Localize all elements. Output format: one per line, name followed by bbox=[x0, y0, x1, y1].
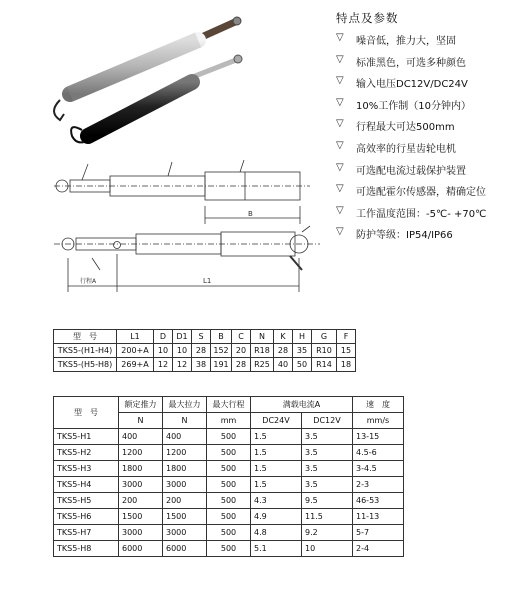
feature-item bbox=[336, 183, 486, 205]
table-row bbox=[54, 429, 404, 445]
table-cell: R18 bbox=[251, 344, 274, 358]
table-row bbox=[54, 493, 404, 509]
table-row bbox=[54, 445, 404, 461]
feature-text: 行程最大可达500mm bbox=[356, 122, 455, 134]
table-cell: 3.5 bbox=[302, 429, 353, 445]
table-row bbox=[54, 541, 404, 557]
header-max-stroke: 最大行程 bbox=[207, 397, 251, 413]
table-cell: TKS5-H5 bbox=[54, 493, 119, 509]
feature-text: 噪音低，推力大，坚固 bbox=[356, 36, 456, 47]
table-cell: 500 bbox=[207, 525, 251, 541]
table-cell: 3.5 bbox=[302, 445, 353, 461]
table-cell: 35 bbox=[293, 344, 312, 358]
dimension-header-cell: S bbox=[192, 330, 211, 344]
table-cell: 3-4.5 bbox=[353, 461, 404, 477]
table-cell: 20 bbox=[232, 344, 251, 358]
table-cell: 1.5 bbox=[251, 429, 302, 445]
table-cell: 1800 bbox=[163, 461, 207, 477]
table-cell: 5.1 bbox=[251, 541, 302, 557]
feature-text: 工作温度范围：-5℃- +70℃ bbox=[356, 208, 487, 220]
table-cell: 1.5 bbox=[251, 477, 302, 493]
table-cell: 4.3 bbox=[251, 493, 302, 509]
dimension-header-cell: 型 号 bbox=[54, 330, 117, 344]
triangle-bullet-icon: ▽ bbox=[336, 32, 344, 43]
dimension-header-cell: F bbox=[337, 330, 356, 344]
feature-item bbox=[336, 226, 486, 248]
table-cell: 4.5-6 bbox=[353, 445, 404, 461]
table-row bbox=[54, 509, 404, 525]
product-photo bbox=[40, 12, 255, 147]
table-cell: 10 bbox=[302, 541, 353, 557]
table-cell: 1.5 bbox=[251, 461, 302, 477]
table-cell: 18 bbox=[337, 358, 356, 372]
dimension-table-header bbox=[54, 330, 356, 344]
header-unit-n2: N bbox=[163, 413, 207, 429]
table-cell: 1500 bbox=[119, 509, 163, 525]
feature-text: 防护等级：IP54/IP66 bbox=[356, 230, 453, 242]
feature-text: 输入电压DC12V/DC24V bbox=[356, 79, 468, 91]
dimension-header-cell: G bbox=[312, 330, 337, 344]
table-cell: 500 bbox=[207, 429, 251, 445]
table-row bbox=[54, 461, 404, 477]
table-cell: 15 bbox=[337, 344, 356, 358]
features-title: 特点及参数 bbox=[336, 11, 399, 25]
performance-header-row-1 bbox=[54, 397, 404, 413]
feature-text: 可选配霍尔传感器，精确定位 bbox=[356, 187, 486, 199]
feature-list bbox=[336, 32, 486, 248]
table-cell: TKS5-H4 bbox=[54, 477, 119, 493]
table-cell: 6000 bbox=[119, 541, 163, 557]
triangle-bullet-icon: ▽ bbox=[336, 139, 344, 151]
table-cell: 5-7 bbox=[353, 525, 404, 541]
header-dc12: DC12V bbox=[302, 413, 353, 429]
table-cell: 10 bbox=[154, 344, 173, 358]
table-cell: 1500 bbox=[163, 509, 207, 525]
table-cell: 1800 bbox=[119, 461, 163, 477]
table-cell: 1200 bbox=[119, 445, 163, 461]
table-cell: 1200 bbox=[163, 445, 207, 461]
header-speed: 速 度 bbox=[353, 397, 404, 413]
table-cell: TKS5-H3 bbox=[54, 461, 119, 477]
header-model: 型 号 bbox=[54, 397, 119, 429]
dimension-header-cell: L1 bbox=[117, 330, 154, 344]
table-cell: R25 bbox=[251, 358, 274, 372]
table-cell: TKS5-H8 bbox=[54, 541, 119, 557]
triangle-bullet-icon: ▽ bbox=[336, 161, 344, 173]
table-cell: 38 bbox=[192, 358, 211, 372]
table-cell: R10 bbox=[312, 344, 337, 358]
table-cell: 9.2 bbox=[302, 525, 353, 541]
table-cell: 2-3 bbox=[353, 477, 404, 493]
table-cell: 500 bbox=[207, 493, 251, 509]
table-cell: 500 bbox=[207, 445, 251, 461]
table-cell: 3000 bbox=[163, 477, 207, 493]
dim-l1-label: L1 bbox=[203, 277, 212, 285]
header-unit-n1: N bbox=[119, 413, 163, 429]
table-cell: 1.5 bbox=[251, 445, 302, 461]
table-row bbox=[54, 344, 356, 358]
black-actuator bbox=[71, 55, 242, 142]
triangle-bullet-icon: ▽ bbox=[336, 183, 344, 195]
table-cell: 200 bbox=[163, 493, 207, 509]
table-row bbox=[54, 358, 356, 372]
triangle-bullet-icon: ▽ bbox=[336, 96, 344, 108]
dimension-header-cell: K bbox=[274, 330, 293, 344]
table-cell: 46-53 bbox=[353, 493, 404, 509]
feature-text: 标准黑色，可选多种颜色 bbox=[356, 57, 466, 69]
triangle-bullet-icon: ▽ bbox=[336, 118, 344, 130]
feature-item bbox=[336, 140, 486, 162]
dimension-table bbox=[53, 329, 356, 372]
table-cell: 200 bbox=[119, 493, 163, 509]
table-cell: TKS5-H1 bbox=[54, 429, 119, 445]
dim-stroke-label: 行程A bbox=[80, 278, 97, 285]
header-dc24: DC24V bbox=[251, 413, 302, 429]
feature-text: 高效率的行星齿轮电机 bbox=[356, 143, 456, 155]
feature-item bbox=[336, 205, 486, 227]
table-cell: 400 bbox=[119, 429, 163, 445]
feature-item bbox=[336, 162, 486, 184]
table-cell: 3.5 bbox=[302, 477, 353, 493]
triangle-bullet-icon: ▽ bbox=[336, 226, 344, 238]
triangle-bullet-icon: ▽ bbox=[336, 204, 344, 216]
feature-text: 10%工作制（10分钟内） bbox=[356, 100, 471, 112]
feature-item bbox=[336, 97, 486, 119]
table-cell: TKS5-H7 bbox=[54, 525, 119, 541]
dimension-header-cell: N bbox=[251, 330, 274, 344]
header-max-pull: 最大拉力 bbox=[163, 397, 207, 413]
table-cell: 2-4 bbox=[353, 541, 404, 557]
technical-drawing bbox=[40, 158, 330, 308]
table-row bbox=[54, 525, 404, 541]
dim-b-label: B bbox=[248, 210, 253, 218]
table-cell: 28 bbox=[232, 358, 251, 372]
table-cell: 12 bbox=[173, 358, 192, 372]
feature-item bbox=[336, 75, 486, 97]
table-row bbox=[54, 477, 404, 493]
table-cell: 3.5 bbox=[302, 461, 353, 477]
header-full-load-current: 满载电流A bbox=[251, 397, 353, 413]
triangle-bullet-icon: ▽ bbox=[336, 75, 344, 87]
table-cell: 500 bbox=[207, 461, 251, 477]
table-cell: TKS5-H6 bbox=[54, 509, 119, 525]
table-cell: 50 bbox=[293, 358, 312, 372]
table-cell: 40 bbox=[274, 358, 293, 372]
table-cell: TKS5-H2 bbox=[54, 445, 119, 461]
table-cell: 28 bbox=[274, 344, 293, 358]
table-cell: 3000 bbox=[119, 525, 163, 541]
table-cell: 500 bbox=[207, 509, 251, 525]
table-cell: 4.8 bbox=[251, 525, 302, 541]
table-cell: 28 bbox=[192, 344, 211, 358]
feature-item bbox=[336, 54, 486, 76]
table-cell: 13-15 bbox=[353, 429, 404, 445]
table-cell: 400 bbox=[163, 429, 207, 445]
table-cell: 500 bbox=[207, 477, 251, 493]
table-cell: 11-13 bbox=[353, 509, 404, 525]
feature-text: 可选配电流过载保护装置 bbox=[356, 165, 466, 177]
dimension-header-cell: H bbox=[293, 330, 312, 344]
table-cell: 191 bbox=[211, 358, 232, 372]
feature-item bbox=[336, 118, 486, 140]
table-cell: 200+A bbox=[117, 344, 154, 358]
dimension-header-cell: D1 bbox=[173, 330, 192, 344]
dimension-header-cell: B bbox=[211, 330, 232, 344]
table-cell: 6000 bbox=[163, 541, 207, 557]
performance-table bbox=[53, 396, 404, 557]
table-cell: 10 bbox=[173, 344, 192, 358]
header-unit-mm: mm bbox=[207, 413, 251, 429]
table-cell: 9.5 bbox=[302, 493, 353, 509]
header-unit-speed: mm/s bbox=[353, 413, 404, 429]
triangle-bullet-icon: ▽ bbox=[336, 53, 344, 65]
dimension-header-cell: D bbox=[154, 330, 173, 344]
table-cell: 500 bbox=[207, 541, 251, 557]
table-cell: TKS5-(H1-H4) bbox=[54, 344, 117, 358]
table-cell: 12 bbox=[154, 358, 173, 372]
table-cell: 152 bbox=[211, 344, 232, 358]
dimension-header-cell: C bbox=[232, 330, 251, 344]
table-cell: 269+A bbox=[117, 358, 154, 372]
feature-item bbox=[336, 32, 486, 54]
table-cell: 3000 bbox=[163, 525, 207, 541]
header-rated-thrust: 额定推力 bbox=[119, 397, 163, 413]
table-cell: 11.5 bbox=[302, 509, 353, 525]
table-cell: 3000 bbox=[119, 477, 163, 493]
table-cell: 4.9 bbox=[251, 509, 302, 525]
table-cell: TKS5-(H5-H8) bbox=[54, 358, 117, 372]
table-cell: R14 bbox=[312, 358, 337, 372]
